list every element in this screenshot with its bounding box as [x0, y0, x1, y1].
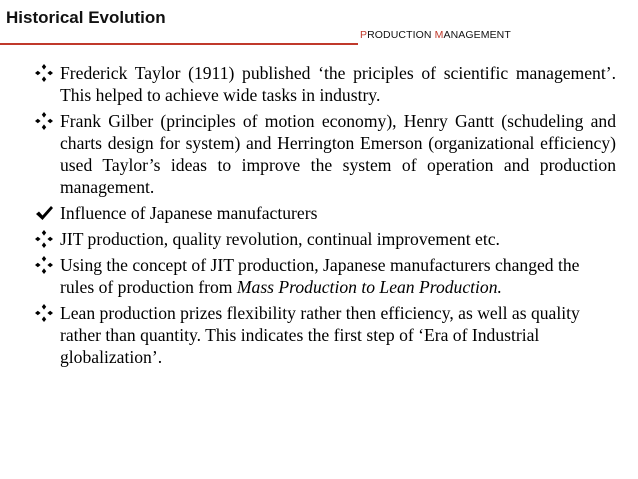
- bullet-text: Frederick Taylor (1911) published ‘the priciples of scientific management’. This helped to achieve wide tasks in industry.: [60, 63, 616, 105]
- course-label: [360, 29, 511, 41]
- bullet-item-japanese: [34, 202, 616, 224]
- course-rest-text: ANAGEMENT: [443, 29, 511, 41]
- course-cap-p: P: [360, 29, 368, 41]
- bullet-list: [34, 62, 616, 372]
- course-mid-text: RODUCTION: [367, 29, 435, 41]
- bullet-text: Using the concept of JIT production, Japanese manufacturers changed the rules of production from: [60, 255, 580, 297]
- header-divider: [0, 43, 358, 45]
- diamond-bullet-icon: [34, 111, 54, 131]
- bullet-text: JIT production, quality revolution, continual improvement etc.: [60, 229, 500, 249]
- bullet-item-lean-concept: [34, 254, 616, 298]
- bullet-item-lean-production: [34, 302, 616, 368]
- diamond-bullet-icon: [34, 229, 54, 249]
- bullet-item-gilber: [34, 110, 616, 198]
- slide-title: Historical Evolution: [6, 8, 166, 27]
- bullet-text: Frank Gilber (principles of motion economy), Henry Gantt (schudeling and charts design for system) and Herrington Emerson (organizational efficiency) used Taylor’s ideas to improve the system of operation and production management.: [60, 111, 616, 197]
- bullet-item-taylor: [34, 62, 616, 106]
- bullet-text: Influence of Japanese manufacturers: [60, 203, 318, 223]
- diamond-bullet-icon: [34, 63, 54, 83]
- diamond-bullet-icon: [34, 255, 54, 275]
- bullet-text: Lean production prizes flexibility rather then efficiency, as well as quality rather than quantity. This indicates the first step of ‘Era of Industrial globalization’.: [60, 303, 580, 367]
- bullet-item-jit: [34, 228, 616, 250]
- checkmark-icon: [34, 203, 54, 223]
- bullet-italic-text: Mass Production to Lean Production.: [236, 277, 502, 297]
- course-cap-m: M: [434, 29, 444, 41]
- diamond-bullet-icon: [34, 303, 54, 323]
